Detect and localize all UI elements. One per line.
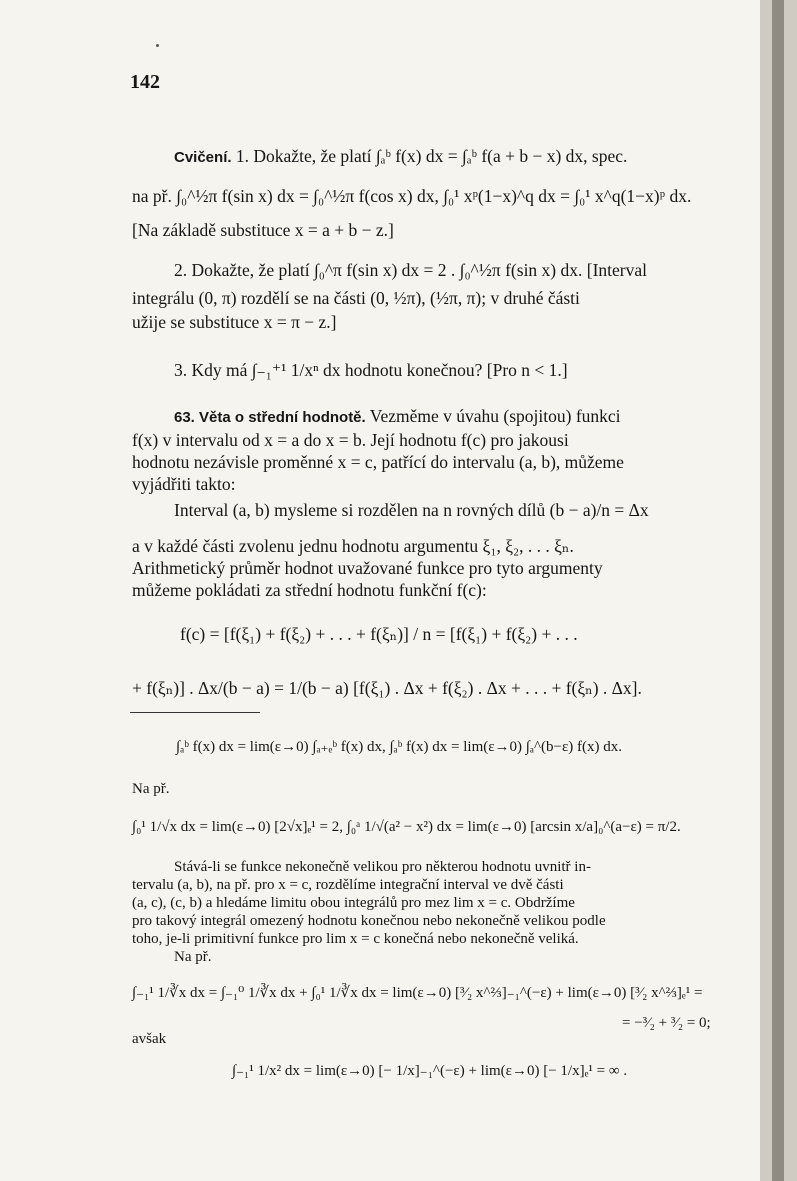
footnote-rule bbox=[130, 712, 260, 713]
paragraph-line-2: tervalu (a, b), na př. pro x = c, rozdělíme integrační interval ve dvě části bbox=[132, 877, 564, 893]
paragraph-line-1: Stává-li se funkce nekonečně velikou pro některou hodnotu uvnitř in- bbox=[174, 859, 591, 875]
exercises-heading: Cvičení. bbox=[174, 149, 232, 166]
exercise-2-line-3: užije se substituce x = π − z.] bbox=[132, 312, 337, 332]
paragraph-line-4: pro takový integrál omezený hodnotu konečnou nebo nekonečně velikou podle bbox=[132, 913, 606, 929]
paragraph-line-3: (a, c), (c, b) a hledáme limitu obou integrálů pro mez lim x = c. Obdržíme bbox=[132, 895, 575, 911]
improper-integral-definition: ∫ₐᵇ f(x) dx = lim(ε→0) ∫ₐ₊ₑᵇ f(x) dx, ∫ₐᵇ f(x) dx = lim(ε→0) ∫ₐ^(b−ε) f(x) dx. bbox=[176, 739, 623, 755]
section-63-line-5: Interval (a, b) mysleme si rozdělen na n rovných dílů (b − a)/n = Δx bbox=[174, 500, 649, 520]
mean-value-equation-2: + f(ξₙ)] . Δx/(b − a) = 1/(b − a) [f(ξ₁) . Δx + f(ξ₂) . Δx + . . . + f(ξₙ) . Δx]. bbox=[132, 678, 642, 698]
section-63-line-1: 63. Věta o střední hodnotě. Vezměme v úvahu (spojitou) funkci bbox=[174, 406, 621, 426]
exercise-2-line-2: integrálu (0, π) rozdělí se na části (0, ½π), (½π, π); v druhé části bbox=[132, 288, 580, 308]
page-number: 142 bbox=[130, 71, 160, 93]
section-63-line-6: a v každé části zvolenu jednu hodnotu argumentu ξ₁, ξ₂, . . . ξₙ. bbox=[132, 536, 574, 556]
exercise-1-line-2: na př. ∫₀^½π f(sin x) dx = ∫₀^½π f(cos x) dx, ∫₀¹ xᵖ(1−x)^q dx = ∫₀¹ x^q(1−x)ᵖ dx. bbox=[132, 186, 692, 206]
section-63-line-7: Arithmetický průměr hodnot uvažované funkce pro tyto argumenty bbox=[132, 558, 603, 578]
section-63-line-8: můžeme pokládati za střední hodnotu funkční f(c): bbox=[132, 580, 487, 600]
avsak-label: avšak bbox=[132, 1031, 167, 1047]
section-63-line-4: vyjádřiti takto: bbox=[132, 474, 236, 494]
section-heading: 63. Věta o střední hodnotě. bbox=[174, 409, 366, 426]
section-63-line-3: hodnotu nezávisle proměnné x = c, patřící do intervalu (a, b), můžeme bbox=[132, 452, 624, 472]
exercise-2-line-1: 2. Dokažte, že platí ∫₀^π f(sin x) dx = 2 . ∫₀^½π f(sin x) dx. [Interval bbox=[174, 260, 647, 280]
example-label-2: Na př. bbox=[174, 949, 212, 965]
binding-shadow bbox=[772, 0, 784, 1181]
example-label-1: Na př. bbox=[132, 781, 170, 797]
exercise-3: 3. Kdy má ∫₋₁⁺¹ 1/xⁿ dx hodnotu konečnou? [Pro n < 1.] bbox=[174, 360, 568, 380]
mean-value-equation-1: f(c) = [f(ξ₁) + f(ξ₂) + . . . + f(ξₙ)] / n = [f(ξ₁) + f(ξ₂) + . . . bbox=[180, 624, 578, 644]
example-integral-b-line-1: ∫₋₁¹ 1/∛x dx = ∫₋₁⁰ 1/∛x dx + ∫₀¹ 1/∛x dx = lim(ε→0) [³⁄₂ x^⅔]₋₁^(−ε) + lim(ε→0) [³⁄₂ x^⅔]ₑ¹ = bbox=[132, 985, 703, 1001]
exercise-1-line-1: Cvičení. 1. Dokažte, že platí ∫ₐᵇ f(x) dx = ∫ₐᵇ f(a + b − x) dx, spec. bbox=[174, 146, 628, 166]
section-63-line-2: f(x) v intervalu od x = a do x = b. Její hodnotu f(c) pro jakousi bbox=[132, 430, 569, 450]
speck bbox=[156, 44, 159, 47]
example-integrals-a: ∫₀¹ 1/√x dx = lim(ε→0) [2√x]ₑ¹ = 2, ∫₀ᵃ 1/√(a² − x²) dx = lim(ε→0) [arcsin x/a]₀^(a−ε) = π/2. bbox=[132, 819, 681, 835]
paragraph-line-5: toho, je-li primitivní funkce pro lim x = c konečná nebo nekonečně veliká. bbox=[132, 931, 579, 947]
example-integral-b-line-2: = −³⁄₂ + ³⁄₂ = 0; bbox=[622, 1015, 711, 1031]
example-integral-c: ∫₋₁¹ 1/x² dx = lim(ε→0) [− 1/x]₋₁^(−ε) + lim(ε→0) [− 1/x]ₑ¹ = ∞ . bbox=[232, 1063, 628, 1079]
exercise-1-line-3: [Na základě substituce x = a + b − z.] bbox=[132, 220, 394, 240]
